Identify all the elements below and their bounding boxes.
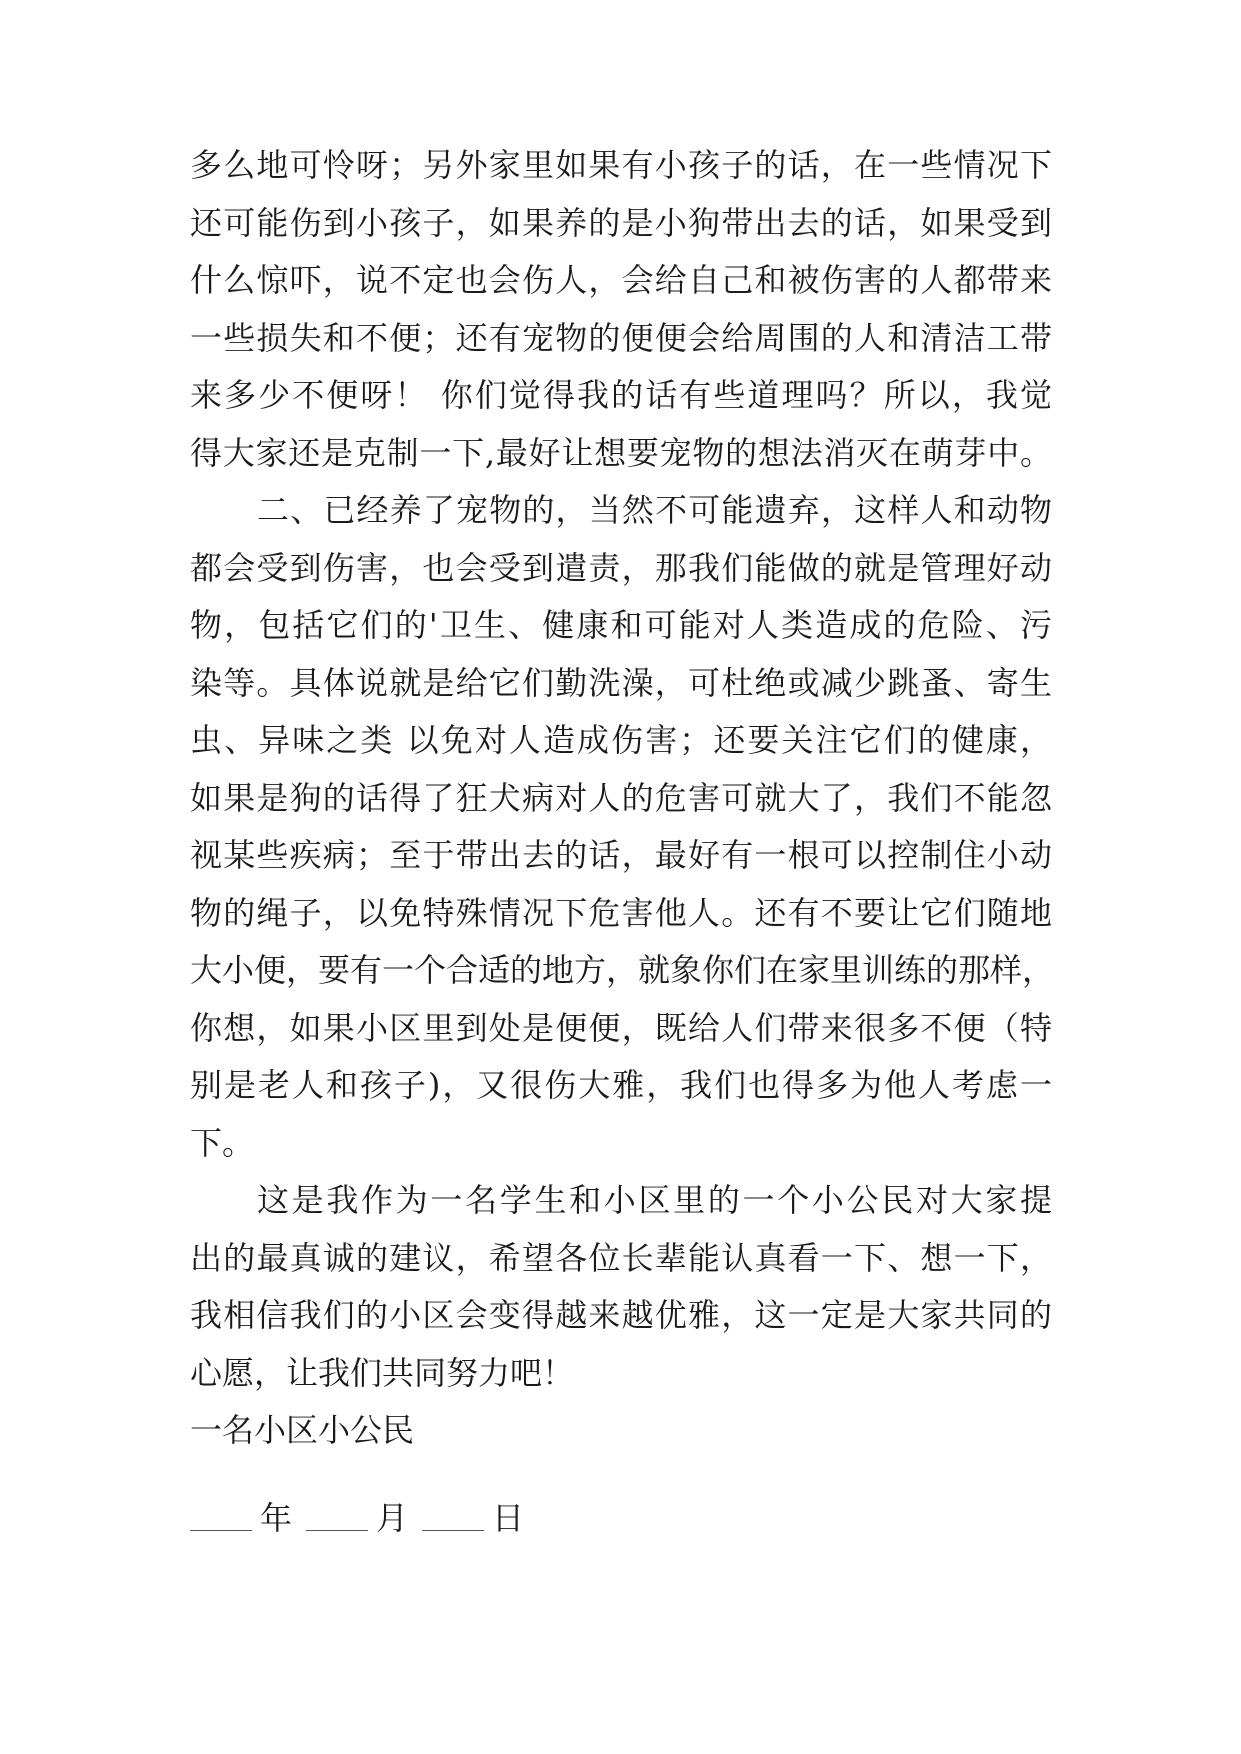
day-blank [422,1504,484,1531]
day-label: 日 [492,1499,525,1537]
paragraph-2-line-12: 下。 [190,1124,255,1162]
month-blank [306,1504,368,1531]
paragraph-1-line-4: 一些损失和不便；还有宠物的便便会给周围的人和清洁工带 [190,319,1052,357]
paragraph-2-line-8: 物的绳子，以免特殊情况下危害他人。还有不要让它们随地 [190,894,1052,932]
paragraph-3-line-4: 心愿，让我们共同努力吧！ [190,1354,575,1392]
paragraph-2-line-5: 虫、异味之类 以免对人造成伤害；还要关注它们的健康， [190,721,1052,759]
date-line [190,1488,524,1548]
paragraph-2-line-10: 你想，如果小区里到处是便便，既给人们带来很多不便（特 [190,1009,1052,1047]
paragraph-1-line-3: 什么惊吓，说不定也会伤人，会给自己和被伤害的人都带来 [190,261,1052,299]
paragraph-2-line-2: 都会受到伤害，也会受到遣责，那我们能做的就是管理好动 [190,549,1052,587]
paragraph-2-line-3: 物，包括它们的'卫生、健康和可能对人类造成的危险、污 [190,606,1052,644]
paragraph-1-line-1: 多么地可怜呀；另外家里如果有小孩子的话，在一些情况下 [190,146,1052,184]
paragraph-3-line-1: 这是我作为一名学生和小区里的一个小公民对大家提 [257,1181,1052,1219]
paragraph-2-line-9: 大小便，要有一个合适的地方，就象你们在家里训练的那样， [190,951,1055,989]
paragraph-1-line-6: 得大家还是克制一下,最好让想要宠物的想法消灭在萌芽中。 [190,434,1052,472]
month-label: 月 [376,1499,409,1537]
paragraph-1-line-5: 来多少不便呀！ 你们觉得我的话有些道理吗？所以，我觉 [190,376,1052,414]
paragraph-2-line-11: 别是老人和孩子)，又很伤大雅，我们也得多为他人考虑一 [190,1066,1052,1104]
paragraph-1-line-2: 还可能伤到小孩子，如果养的是小狗带出去的话，如果受到 [190,204,1052,242]
year-label: 年 [260,1499,293,1537]
year-blank [190,1504,252,1531]
paragraph-2-line-1: 二、已经养了宠物的，当然不可能遗弃，这样人和动物 [257,491,1052,529]
paragraph-2-line-7: 视某些疾病；至于带出去的话，最好有一根可以控制住小动 [190,836,1052,874]
signature: 一名小区小公民 [190,1411,415,1449]
paragraph-3-line-3: 我相信我们的小区会变得越来越优雅，这一定是大家共同的 [190,1296,1052,1334]
paragraph-2-line-6: 如果是狗的话得了狂犬病对人的危害可就大了，我们不能忽 [190,779,1052,817]
paragraph-2-line-4: 染等。具体说就是给它们勤洗澡，可杜绝或减少跳蚤、寄生 [190,664,1052,702]
paragraph-3-line-2: 出的最真诚的建议，希望各位长辈能认真看一下、想一下， [190,1239,1052,1277]
